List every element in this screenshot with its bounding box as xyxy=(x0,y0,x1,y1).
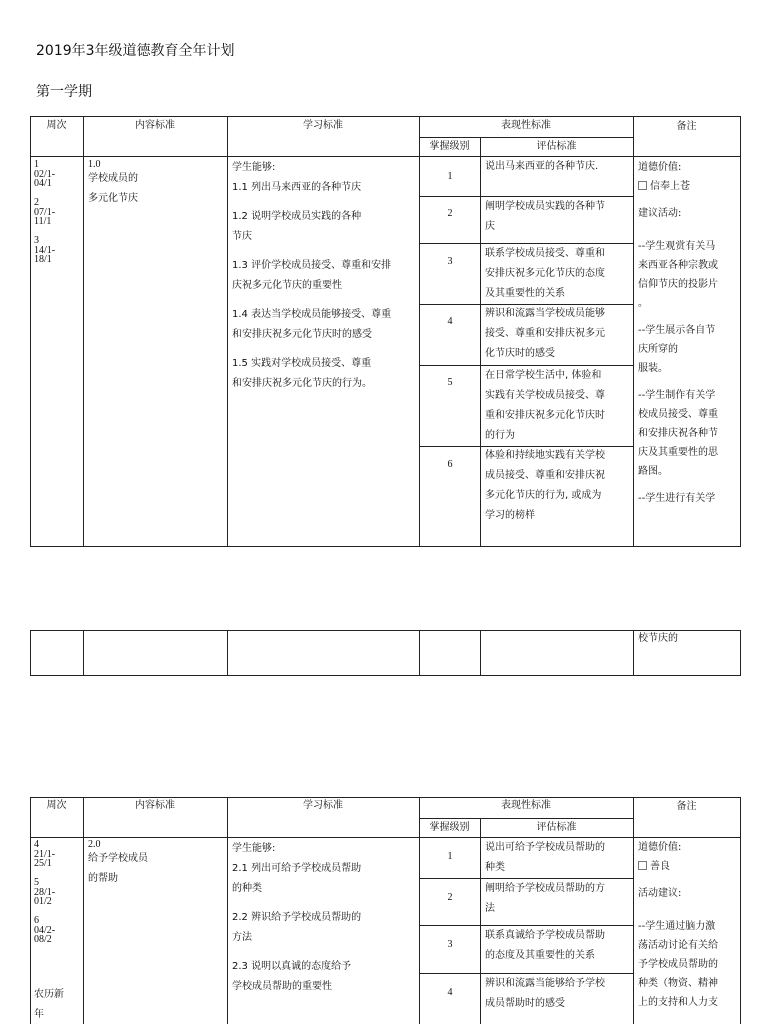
assessment-standard: 联系真诚给予学校成员帮助 的态度及其重要性的关系 xyxy=(485,930,605,961)
content-standard-number: 2.0 xyxy=(88,839,101,850)
assessment-standard: 辨识和流露当学校成员能够 接受、尊重和安排庆祝多元 化节庆时的感受 xyxy=(485,308,605,359)
document-title: 2019年3年级道德教育全年计划 xyxy=(36,43,235,59)
remarks-text: 校节庆的 xyxy=(638,633,678,644)
mastery-level: 4 xyxy=(447,987,453,998)
assessment-standard: 说出马来西亚的各种节庆. xyxy=(485,161,599,172)
semester-title: 第一学期 xyxy=(36,84,92,100)
content-standard-number: 1.0 xyxy=(88,159,101,170)
mastery-level: 5 xyxy=(447,377,453,388)
mastery-level: 3 xyxy=(447,939,453,950)
learning-standard-text: 学生能够: 1.1 列出马来西亚的各种节庆 1.2 说明学校成员实践的各种 节庆 1.3 评价学校成员接受、尊重和安排 庆祝多元化节庆的重要性 1.4 表达当学校成员能够接受、尊重 和安排庆祝多元化节庆时的感受 1.5 实践对学校成员接受、尊重 和安排庆祝多元化节庆的行为。 xyxy=(232,162,392,389)
header-content-standard: 内容标准 xyxy=(135,800,175,811)
mastery-level: 2 xyxy=(447,208,453,219)
header-remarks: 备注 xyxy=(676,121,697,132)
assessment-standard: 体验和持续地实践有关学校 成员接受、尊重和安排庆祝 多元化节庆的行为, 或成为 学习的榜样 xyxy=(485,450,605,521)
header-remarks: 备注 xyxy=(676,801,697,812)
assessment-standard: 联系学校成员接受、尊重和 安排庆祝多元化节庆的态度 及其重要性的关系 xyxy=(485,248,605,299)
header-mastery-level: 掌握级别 xyxy=(429,822,470,833)
header-content-standard: 内容标准 xyxy=(135,120,175,131)
content-standard-text: 学校成员的 多元化节庆 xyxy=(88,173,138,204)
checkbox-icon xyxy=(638,181,647,190)
header-assessment-standard: 评估标准 xyxy=(536,822,577,833)
assessment-standard: 阐明给予学校成员帮助的方 法 xyxy=(485,883,605,914)
assessment-standard: 在日常学校生活中, 体验和 实践有关学校成员接受、尊 重和安排庆祝多元化节庆时 的行为 xyxy=(485,370,605,441)
mastery-level: 2 xyxy=(447,892,453,903)
week-column: 1 02/1- 04/1 2 07/1- 11/1 3 14/1- 18/1 xyxy=(34,159,56,265)
header-learning-standard: 学习标准 xyxy=(303,800,343,811)
mastery-level: 6 xyxy=(447,459,453,470)
remarks-text: 道德价值: 信奉上苍 建议活动: --学生观赏有关马 来西亚各种宗教或 信仰节庆的投影片 。 --学生展示各自节 庆所穿的 服装。 --学生制作有关学 校成员接受、尊重 和安排庆祝各种节 庆及其重要性的思 路图。 --学生进行有关学 xyxy=(638,162,718,504)
assessment-standard: 辨识和流露当能够给予学校 成员帮助时的感受 xyxy=(485,978,605,1009)
content-standard-text: 给予学校成员 的帮助 xyxy=(88,853,148,884)
header-performance-standard: 表现性标准 xyxy=(501,120,551,131)
checkbox-icon xyxy=(638,861,647,870)
header-mastery-level: 掌握级别 xyxy=(429,141,470,152)
header-week: 周次 xyxy=(46,800,67,811)
mastery-level: 4 xyxy=(447,316,453,327)
header-week: 周次 xyxy=(46,120,67,131)
mastery-level: 1 xyxy=(447,171,453,182)
mastery-level: 3 xyxy=(447,256,453,267)
mastery-level: 1 xyxy=(447,851,453,862)
week-column: 4 21/1- 25/1 5 28/1- 01/2 6 04/2- 08/2 xyxy=(34,839,56,945)
assessment-standard: 说出可给予学校成员帮助的 种类 xyxy=(485,842,605,873)
header-assessment-standard: 评估标准 xyxy=(536,141,577,152)
remarks-text: 道德价值: 善良 活动建议: --学生通过脑力激 荡活动讨论有关给 予学校成员帮助的 种类（物资、精神 上的支持和人力支 xyxy=(638,842,718,1008)
header-learning-standard: 学习标准 xyxy=(303,120,343,131)
week-holiday-note: 农历新 年 xyxy=(34,989,64,1020)
learning-standard-text: 学生能够: 2.1 列出可给予学校成员帮助 的种类 2.2 辨识给予学校成员帮助的 方法 2.3 说明以真诚的态度给予 学校成员帮助的重要性 xyxy=(232,843,362,992)
header-performance-standard: 表现性标准 xyxy=(501,800,551,811)
assessment-standard: 阐明学校成员实践的各种节 庆 xyxy=(485,201,605,232)
